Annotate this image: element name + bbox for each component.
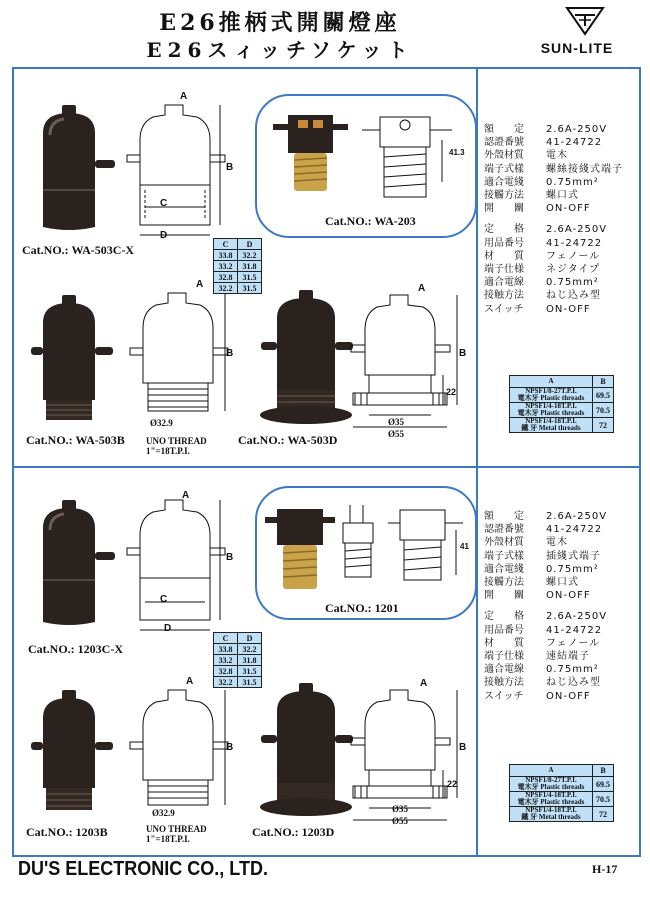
socket-photo-1203cx	[28, 500, 118, 630]
dim-dia329-bottom: Ø32.9	[152, 808, 175, 818]
dim-22-bottom: 22	[447, 779, 458, 789]
company-name: DU'S ELECTRONIC CO., LTD.	[18, 856, 268, 880]
socket-photo-wa503d	[255, 290, 355, 430]
cd-header-c: C	[214, 239, 238, 250]
thread-spec: NPSF1/8-27T.P.I. 電木牙 Plastic threads	[510, 388, 593, 403]
dim-wa203-height: 41.3	[449, 148, 465, 157]
dim-a-4: A	[182, 490, 190, 501]
spec-row: 適合電線 0.75mm²	[484, 277, 599, 289]
drawing-1201-front	[388, 505, 468, 585]
spec-row: 接触方法 ねじ込み型	[484, 677, 601, 689]
cd-cell: 32.2	[238, 644, 262, 655]
socket-photo-wa203	[268, 110, 353, 195]
dim-d-1: D	[160, 230, 168, 241]
cd-header-c: C	[214, 633, 238, 644]
drawing-1203cx	[125, 490, 230, 635]
drawing-wa503d	[345, 285, 470, 435]
thread-value: 69.5	[593, 388, 614, 403]
drawing-wa203	[362, 112, 457, 202]
spec-row: スイッチ ON-OFF	[484, 303, 591, 315]
spec-row: スイッチ ON-OFF	[484, 690, 591, 702]
cd-cell: 31.5	[238, 677, 262, 688]
thread-value: 70.5	[593, 792, 614, 807]
socket-photo-wa503cx	[28, 105, 118, 235]
label-1201: Cat.NO.: 1201	[325, 601, 399, 615]
dim-dia55-top: Ø55	[388, 429, 405, 439]
drawing-1203b	[128, 680, 233, 820]
spec-row: 端子式樣 插綫式端子	[484, 550, 601, 562]
spec-row: 認證番號 41-24722	[484, 524, 603, 536]
dim-a-6: A	[420, 678, 428, 689]
spec-row: 額 定 2.6A-250V	[484, 124, 608, 135]
cd-cell: 32.2	[214, 283, 238, 294]
socket-photo-1203d	[255, 683, 355, 823]
dim-a-2: A	[196, 279, 204, 290]
thread-header-a: A	[510, 765, 593, 777]
dim-a-3: A	[418, 283, 426, 294]
cd-cell: 33.2	[214, 655, 238, 666]
thread-spec: NPSF1/4-18T.P.I. 鐵 牙 Metal threads	[510, 807, 593, 822]
spec-row: 接觸方法 螺口式	[484, 190, 579, 202]
dim-a-5: A	[186, 676, 194, 687]
thread-table-top	[509, 375, 614, 433]
dim-b-5: B	[226, 742, 234, 753]
uno-thread-top-2: 1"=18T.P.I.	[146, 446, 190, 456]
socket-photo-1203b	[28, 690, 118, 825]
section-divider	[12, 466, 639, 468]
dim-a-1: A	[180, 91, 188, 102]
dim-1201-height: 41	[460, 542, 469, 551]
dim-c-4: C	[160, 594, 168, 605]
dim-dia35-bottom: Ø35	[392, 804, 409, 814]
title-chinese: E26推柄式開關燈座	[159, 10, 401, 36]
spec-row: 定 格 2.6A-250V	[484, 611, 608, 623]
dim-b-1: B	[226, 162, 234, 173]
uno-thread-bottom-1: UNO THREAD	[146, 824, 207, 834]
spec-row: 定 格 2.6A-250V	[484, 224, 608, 236]
dim-dia329-top: Ø32.9	[150, 418, 173, 428]
spec-row: 認證番號 41-24722	[484, 137, 603, 149]
label-wa503cx: Cat.NO.: WA-503C-X	[22, 243, 135, 257]
drawing-wa503cx	[125, 95, 230, 240]
drawing-wa503b	[128, 283, 233, 423]
spec-row: 端子式樣 螺絲接綫式端子	[484, 163, 623, 175]
spec-row: 適合電線 0.75mm²	[484, 664, 599, 676]
spec-row: 用品番号 41-24722	[484, 624, 603, 636]
thread-spec: NPSF1/4-18T.P.I. 鐵 牙 Metal threads	[510, 418, 593, 433]
label-1203b: Cat.NO.: 1203B	[26, 825, 108, 839]
spec-row: 外殼材質 電木	[484, 537, 568, 549]
label-wa503b: Cat.NO.: WA-503B	[26, 433, 125, 447]
label-1203d: Cat.NO.: 1203D	[252, 825, 335, 839]
thread-table-bottom	[509, 764, 614, 822]
spec-row: 端子仕様 ネジタイプ	[484, 264, 601, 276]
spec-row: 適合電綫 0.75mm²	[484, 176, 599, 188]
cd-cell: 32.2	[238, 250, 262, 261]
dim-b-3: B	[459, 348, 467, 359]
uno-thread-top-1: UNO THREAD	[146, 436, 207, 446]
dim-c-1: C	[160, 198, 168, 209]
spec-row: 端子仕様 速結端子	[484, 651, 590, 663]
spec-row: 用品番号 41-24722	[484, 237, 603, 249]
label-1203cx: Cat.NO.: 1203C-X	[28, 642, 123, 656]
dim-b-4: B	[226, 552, 234, 563]
cd-cell: 31.5	[238, 283, 262, 294]
socket-photo-1201	[265, 505, 335, 595]
title-japanese: E26スィッチソケット	[146, 38, 414, 62]
thread-value: 72	[593, 807, 614, 822]
label-wa203: Cat.NO.: WA-203	[325, 214, 416, 228]
thread-spec: NPSF1/4-18T.P.I. 電木牙 Plastic threads	[510, 403, 593, 418]
cd-cell: 31.5	[238, 666, 262, 677]
thread-header-a: A	[510, 376, 593, 388]
dim-b-6: B	[459, 742, 467, 753]
thread-spec: NPSF1/8-27T.P.I. 電木牙 Plastic threads	[510, 777, 593, 792]
spec-row: 接觸方法 螺口式	[484, 577, 579, 589]
specs-bottom	[484, 510, 607, 703]
spec-row: 外殼材質 電木	[484, 150, 568, 162]
thread-header-b: B	[593, 376, 614, 388]
dim-22-top: 22	[446, 387, 457, 397]
spec-row: 適合電綫 0.75mm²	[484, 563, 599, 575]
spec-row: 額 定 2.6A-250V	[484, 511, 608, 522]
uno-thread-bottom-2: 1"=18T.P.I.	[146, 834, 190, 844]
spec-row: 開 關 ON-OFF	[484, 590, 591, 602]
thread-value: 72	[593, 418, 614, 433]
cd-cell: 33.8	[214, 250, 238, 261]
spec-row: 材 質 フェノール	[484, 250, 601, 262]
cd-cell: 33.2	[214, 261, 238, 272]
spec-row: 開 關 ON-OFF	[484, 203, 591, 215]
dim-b-2: B	[226, 348, 234, 359]
page-number: H-17	[592, 862, 618, 876]
dim-dia35-top: Ø35	[388, 417, 405, 427]
spec-row: 材 質 フェノール	[484, 637, 601, 649]
cd-cell: 31.8	[238, 261, 262, 272]
specs-top	[484, 123, 623, 316]
thread-spec: NPSF1/4-18T.P.I. 電木牙 Plastic threads	[510, 792, 593, 807]
socket-photo-wa503b	[28, 295, 118, 425]
cd-cell: 32.8	[214, 666, 238, 677]
thread-value: 69.5	[593, 777, 614, 792]
brand-name: SUN-LITE	[540, 40, 614, 56]
thread-value: 70.5	[593, 403, 614, 418]
drawing-1201-side	[335, 505, 385, 585]
label-wa503d: Cat.NO.: WA-503D	[238, 433, 338, 447]
cd-cell: 31.5	[238, 272, 262, 283]
dim-d-4: D	[164, 623, 172, 634]
cd-cell: 31.8	[238, 655, 262, 666]
cd-cell: 32.2	[214, 677, 238, 688]
cd-header-d: D	[238, 239, 262, 250]
cd-cell: 33.8	[214, 644, 238, 655]
cd-header-d: D	[238, 633, 262, 644]
cd-cell: 32.8	[214, 272, 238, 283]
spec-row: 接触方法 ねじ込み型	[484, 290, 601, 302]
dim-dia55-bottom: Ø55	[392, 816, 409, 826]
thread-header-b: B	[593, 765, 614, 777]
